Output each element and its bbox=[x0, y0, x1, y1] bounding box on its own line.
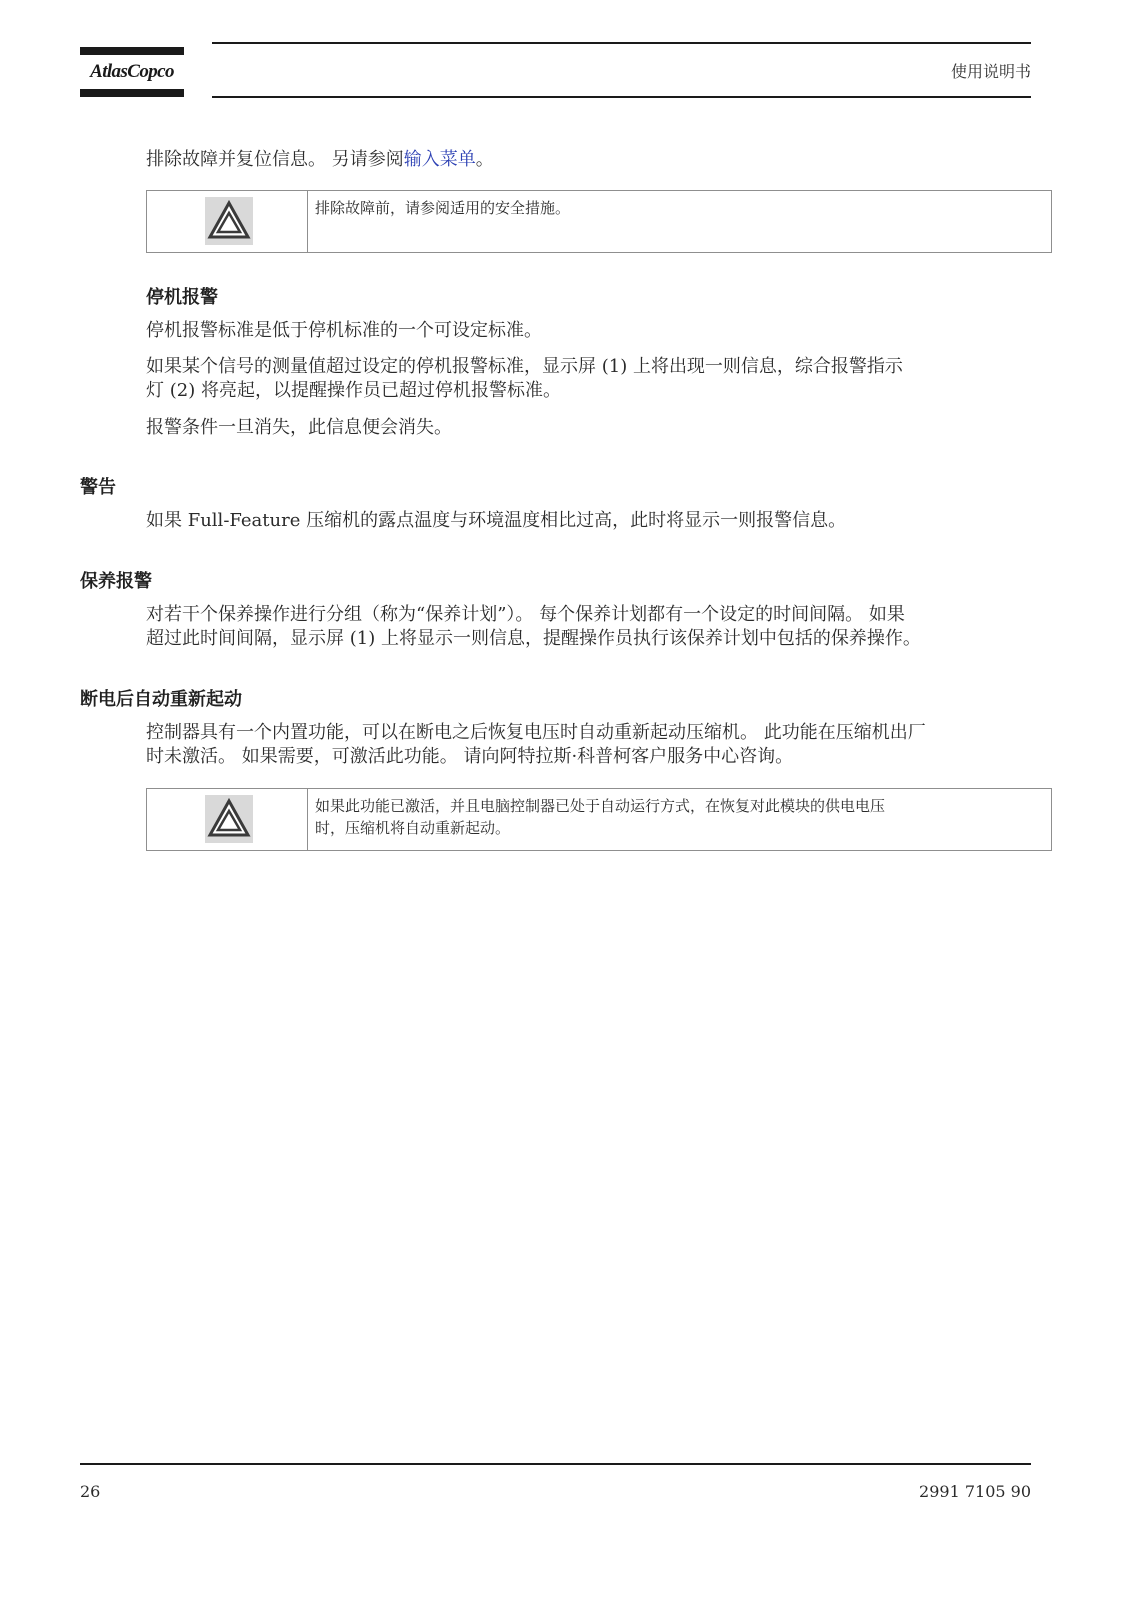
page-number: 26 bbox=[80, 1482, 101, 1501]
footer-rule bbox=[80, 1463, 1031, 1465]
warning-heading: 警告 bbox=[80, 477, 116, 498]
shutdown-warning-p3: 报警条件一旦消失，此信息便会消失。 bbox=[146, 417, 452, 438]
safety-notice-box bbox=[146, 190, 1052, 253]
logo-bar-top bbox=[80, 47, 184, 55]
warning-paragraph: 如果 Full-Feature 压缩机的露点温度与环境温度相比过高，此时将显示一则报警信息。 bbox=[146, 510, 847, 531]
service-warning-line2: 超过此时间间隔，显示屏 (1) 上将显示一则信息，提醒操作员执行该保养计划中包括的保养操作。 bbox=[146, 628, 921, 649]
auto-restart-line1: 控制器具有一个内置功能，可以在断电之后恢复电压时自动重新起动压缩机。 此功能在压缩机出厂 bbox=[146, 722, 926, 743]
safety-icon-cell bbox=[147, 789, 308, 850]
auto-restart-notice-box bbox=[146, 788, 1052, 851]
safety-icon-cell bbox=[147, 191, 308, 252]
logo-text: AtlasCopco bbox=[90, 61, 174, 82]
shutdown-warning-p2-line1: 如果某个信号的测量值超过设定的停机报警标准，显示屏 (1) 上将出现一则信息，综合报警指示 bbox=[146, 356, 903, 377]
header-rule-bottom bbox=[212, 96, 1031, 98]
warning-triangle-icon bbox=[205, 795, 253, 843]
auto-restart-line2: 时未激活。 如果需要，可激活此功能。 请向阿特拉斯·科普柯客户服务中心咨询。 bbox=[146, 746, 794, 767]
auto-restart-notice-line2: 时，压缩机将自动重新起动。 bbox=[315, 819, 511, 837]
service-warning-line1: 对若干个保养操作进行分组（称为“保养计划”）。 每个保养计划都有一个设定的时间间隔。 如果 bbox=[146, 604, 905, 625]
document-number: 2991 7105 90 bbox=[919, 1482, 1031, 1501]
intro-end: 。 bbox=[475, 149, 494, 170]
shutdown-warning-heading: 停机报警 bbox=[146, 287, 218, 308]
intro-text: 排除故障并复位信息。 另请参阅 bbox=[146, 149, 404, 170]
document-title: 使用说明书 bbox=[950, 62, 1031, 81]
service-warning-heading: 保养报警 bbox=[80, 571, 152, 592]
atlas-copco-logo bbox=[80, 47, 184, 99]
header-rule-top bbox=[212, 42, 1031, 44]
auto-restart-heading: 断电后自动重新起动 bbox=[80, 689, 242, 710]
shutdown-warning-p2-line2: 灯 (2) 将亮起，以提醒操作员已超过停机报警标准。 bbox=[146, 380, 561, 401]
warning-triangle-icon bbox=[205, 197, 253, 245]
input-menu-link[interactable]: 输入菜单 bbox=[403, 149, 476, 170]
auto-restart-notice-text bbox=[315, 795, 1039, 839]
intro-paragraph bbox=[146, 147, 494, 173]
auto-restart-notice-line1: 如果此功能已激活，并且电脑控制器已处于自动运行方式，在恢复对此模块的供电电压 bbox=[315, 797, 886, 815]
shutdown-warning-p1: 停机报警标准是低于停机标准的一个可设定标准。 bbox=[146, 320, 542, 341]
safety-notice-text: 排除故障前，请参阅适用的安全措施。 bbox=[315, 199, 571, 217]
logo-bar-bottom bbox=[80, 89, 184, 97]
